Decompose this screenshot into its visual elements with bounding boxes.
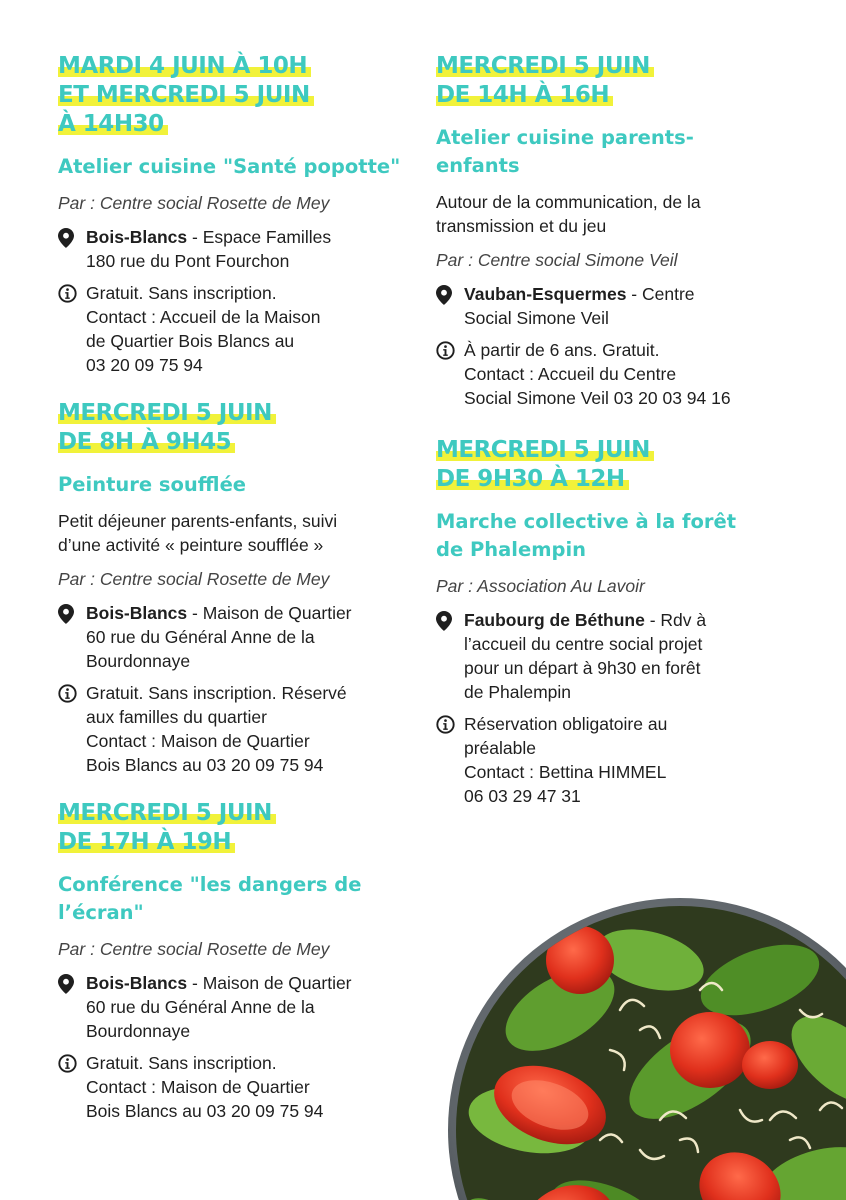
event-info-line: Réservation obligatoire au	[464, 714, 668, 734]
info-circle-icon	[436, 338, 464, 360]
map-pin-icon	[436, 282, 464, 305]
event-description-line: transmission et du jeu	[436, 216, 607, 236]
event-info-line: Bois Blancs au 03 20 09 75 94	[86, 1101, 324, 1121]
event-info	[58, 281, 418, 377]
event-info	[58, 681, 418, 777]
event-date	[58, 52, 418, 139]
event-location	[58, 971, 418, 1043]
event-info-line: À partir de 6 ans. Gratuit.	[464, 340, 660, 360]
event-location-line: 180 rue du Pont Fourchon	[86, 251, 290, 271]
map-pin-icon	[58, 601, 86, 624]
event-info-line: 03 20 09 75 94	[86, 355, 203, 375]
event-date-line: MARDI 4 JUIN À 10H	[58, 52, 311, 81]
info-circle-icon	[58, 681, 86, 703]
event-date	[436, 52, 806, 110]
event-location-line: - Centre	[626, 284, 695, 304]
event-info-line: Contact : Maison de Quartier	[86, 1077, 310, 1097]
left-column	[58, 52, 418, 1145]
event-organizer: Par : Association Au Lavoir	[436, 576, 645, 596]
event-title-line: Atelier cuisine parents-	[436, 126, 694, 149]
event-title-line: Atelier cuisine "Santé popotte"	[58, 155, 401, 178]
event-description-line: Petit déjeuner parents-enfants, suivi	[58, 511, 338, 531]
map-pin-icon	[58, 225, 86, 248]
event-date-line: MERCREDI 5 JUIN	[436, 52, 654, 81]
event-info-line: préalable	[464, 738, 536, 758]
event-location-line: - Maison de Quartier	[187, 603, 352, 623]
event-info-line: 06 03 29 47 31	[464, 786, 581, 806]
event-location-line: de Phalempin	[464, 682, 572, 702]
event-title-line: Conférence "les dangers de	[58, 873, 362, 896]
event-location	[436, 282, 806, 330]
event-info-line: Gratuit. Sans inscription.	[86, 283, 277, 303]
map-pin-icon	[58, 971, 86, 994]
event-info-line: de Quartier Bois Blancs au	[86, 331, 295, 351]
event-card	[436, 436, 806, 808]
event-info	[436, 712, 806, 808]
event-date-line: DE 14H À 16H	[436, 81, 613, 110]
event-location	[58, 601, 418, 673]
event-card	[58, 799, 418, 1123]
event-location-district: Faubourg de Béthune	[464, 610, 645, 630]
event-description	[58, 509, 418, 557]
event-location-district: Bois-Blancs	[86, 227, 188, 247]
event-description-line: Autour de la communication, de la	[436, 192, 701, 212]
event-location-line: 60 rue du Général Anne de la	[86, 627, 315, 647]
event-info-line: Social Simone Veil 03 20 03 94 16	[464, 388, 731, 408]
event-card	[58, 52, 418, 377]
event-card	[58, 399, 418, 777]
event-location-line: Social Simone Veil	[464, 308, 609, 328]
event-info-line: Gratuit. Sans inscription. Réservé	[86, 683, 347, 703]
event-description-line: d’une activité « peinture soufflée »	[58, 535, 324, 555]
event-date-line: DE 9H30 À 12H	[436, 465, 629, 494]
event-card	[436, 52, 806, 410]
event-location-line: 60 rue du Général Anne de la	[86, 997, 315, 1017]
event-date-line: À 14H30	[58, 110, 168, 139]
event-title	[58, 871, 418, 927]
event-date	[436, 436, 806, 494]
event-date	[58, 399, 418, 457]
event-info-line: Bois Blancs au 03 20 09 75 94	[86, 755, 324, 775]
event-description	[436, 190, 806, 238]
event-location-line: - Rdv à	[644, 610, 707, 630]
info-circle-icon	[58, 281, 86, 303]
map-pin-icon	[436, 608, 464, 631]
event-organizer: Par : Centre social Rosette de Mey	[58, 569, 330, 589]
event-info-line: Contact : Accueil de la Maison	[86, 307, 321, 327]
event-info	[436, 338, 806, 410]
event-organizer: Par : Centre social Rosette de Mey	[58, 193, 330, 213]
event-location	[58, 225, 418, 273]
event-organizer: Par : Centre social Rosette de Mey	[58, 939, 330, 959]
event-date-line: MERCREDI 5 JUIN	[58, 799, 276, 828]
event-title	[436, 508, 806, 564]
event-title	[58, 471, 418, 499]
event-title-line: Marche collective à la forêt	[436, 510, 737, 533]
event-title	[58, 153, 418, 181]
event-info-line: Contact : Maison de Quartier	[86, 731, 310, 751]
event-info-line: Contact : Bettina HIMMEL	[464, 762, 667, 782]
event-date-line: MERCREDI 5 JUIN	[436, 436, 654, 465]
event-location-district: Bois-Blancs	[86, 973, 188, 993]
event-title-line: Peinture soufflée	[58, 473, 247, 496]
event-location-line: - Maison de Quartier	[187, 973, 352, 993]
event-location	[436, 608, 806, 704]
info-circle-icon	[58, 1051, 86, 1073]
event-location-line: pour un départ à 9h30 en forêt	[464, 658, 701, 678]
event-title-line: enfants	[436, 154, 520, 177]
event-organizer: Par : Centre social Simone Veil	[436, 250, 678, 270]
event-location-line: - Espace Familles	[187, 227, 332, 247]
event-info-line: Contact : Accueil du Centre	[464, 364, 677, 384]
event-location-district: Bois-Blancs	[86, 603, 188, 623]
event-date	[58, 799, 418, 857]
event-location-line: Bourdonnaye	[86, 651, 191, 671]
right-column	[436, 52, 806, 834]
event-title	[436, 124, 806, 180]
event-date-line: DE 17H À 19H	[58, 828, 235, 857]
event-info-line: aux familles du quartier	[86, 707, 267, 727]
event-location-line: l’accueil du centre social projet	[464, 634, 703, 654]
event-date-line: ET MERCREDI 5 JUIN	[58, 81, 314, 110]
event-location-line: Bourdonnaye	[86, 1021, 191, 1041]
info-circle-icon	[436, 712, 464, 734]
event-date-line: MERCREDI 5 JUIN	[58, 399, 276, 428]
event-title-line: l’écran"	[58, 901, 144, 924]
event-location-district: Vauban-Esquermes	[464, 284, 627, 304]
event-info-line: Gratuit. Sans inscription.	[86, 1053, 277, 1073]
event-date-line: DE 8H À 9H45	[58, 428, 235, 457]
event-info	[58, 1051, 418, 1123]
salad-bowl-photo	[440, 890, 846, 1200]
event-title-line: de Phalempin	[436, 538, 587, 561]
